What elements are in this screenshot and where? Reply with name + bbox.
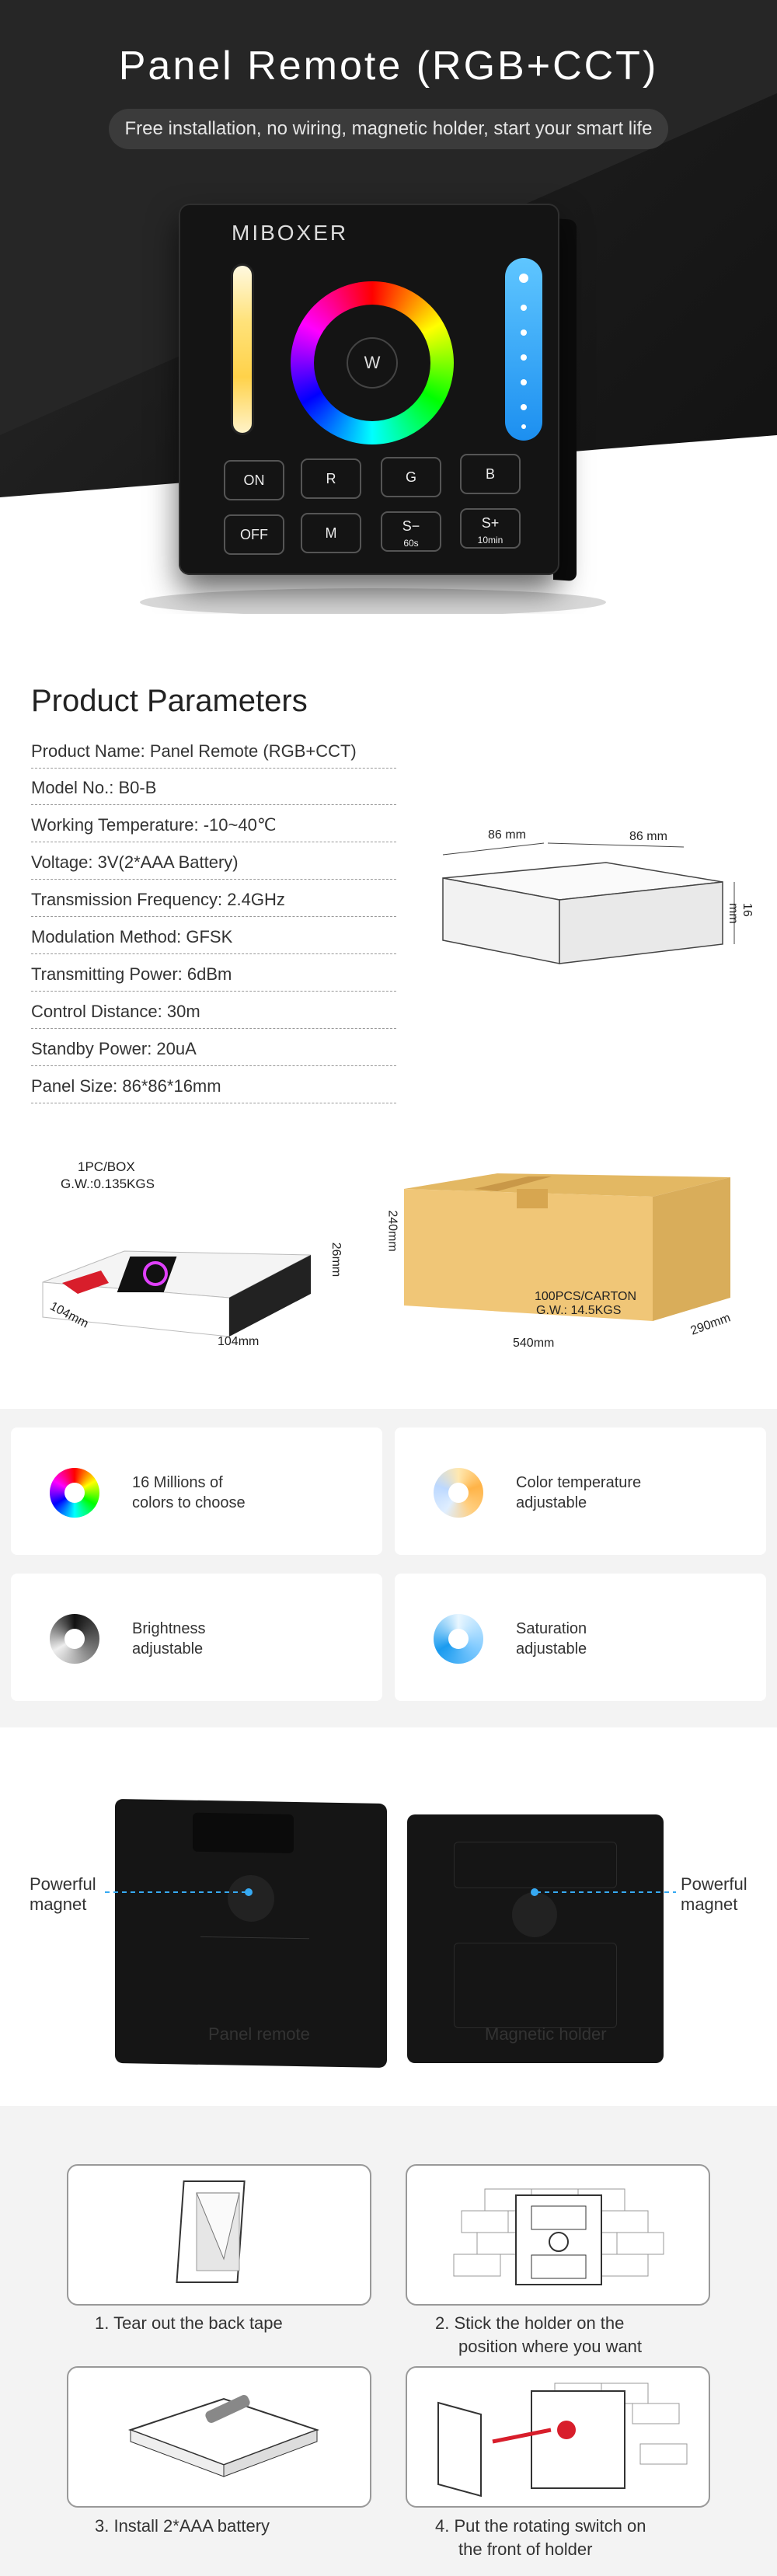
carton-weight: G.W.: 14.5KGS <box>536 1304 622 1317</box>
white-button: W <box>347 337 398 389</box>
feature-card-cct <box>395 1427 766 1555</box>
param-row: Transmission Frequency: 2.4GHz <box>31 883 396 917</box>
hero-banner <box>0 0 777 614</box>
install-step-4-text: 4. Put the rotating switch on the front of holder <box>435 2516 646 2559</box>
box-weight: G.W.:0.135KGS <box>61 1176 155 1191</box>
param-row: Panel Size: 86*86*16mm <box>31 1069 396 1103</box>
install-step-2-text: 2. Stick the holder on the position where you want <box>435 2313 643 2356</box>
brand-logo: MIBOXER <box>232 221 349 245</box>
page-title: Panel Remote (RGB+CCT) <box>118 44 659 89</box>
dimension-drawing <box>435 828 761 979</box>
panel-remote-image <box>179 204 577 584</box>
box-width: 104mm <box>218 1335 260 1348</box>
install-step-2-image <box>406 2164 710 2306</box>
feature-text: adjustable <box>516 1494 587 1511</box>
features-section <box>0 1409 777 1727</box>
r-key: R <box>301 458 361 499</box>
color-wheel-icon <box>50 1468 99 1518</box>
param-row: Control Distance: 30m <box>31 995 396 1029</box>
feature-text: adjustable <box>516 1640 587 1657</box>
gift-box-image <box>31 1208 334 1360</box>
brightness-slider <box>505 258 542 441</box>
panel-face <box>179 204 559 575</box>
feature-text: Color temperature <box>516 1474 642 1491</box>
height-dimension: 16 mm <box>726 903 754 924</box>
carton-height: 240mm <box>385 1210 399 1252</box>
caption-panel-remote: Panel remote <box>208 2024 310 2044</box>
box-depth: 104mm <box>47 1299 91 1331</box>
b-key: B <box>460 454 521 494</box>
carton-length: 540mm <box>513 1337 555 1350</box>
magnet-pointer-lines <box>0 1881 777 1904</box>
caption-magnetic-holder: Magnetic holder <box>485 2024 607 2044</box>
feature-card-colors <box>11 1427 382 1555</box>
carton-width: 290mm <box>688 1311 733 1338</box>
param-row: Transmitting Power: 6dBm <box>31 957 396 992</box>
on-key: ON <box>224 460 284 500</box>
magnet-note-left: Powerful magnet <box>30 1874 96 1914</box>
speed-down-key: S− 60s <box>381 511 441 552</box>
param-row: Working Temperature: -10~40℃ <box>31 808 396 842</box>
feature-text: Brightness <box>132 1620 206 1637</box>
m-key: M <box>301 513 361 553</box>
depth-dimension: 86 mm <box>629 830 667 843</box>
install-step-3-image <box>67 2366 371 2508</box>
width-dimension: 86 mm <box>488 828 526 842</box>
g-key: G <box>381 457 441 497</box>
off-key: OFF <box>224 514 284 555</box>
color-temperature-slider <box>233 266 252 433</box>
feature-card-saturation <box>395 1574 766 1701</box>
box-quantity: 1PC/BOX <box>78 1159 135 1174</box>
speed-up-key: S+ 10min <box>460 508 521 549</box>
feature-text: 16 Millions of <box>132 1474 223 1491</box>
param-row: Modulation Method: GFSK <box>31 920 396 954</box>
param-row: Product Name: Panel Remote (RGB+CCT) <box>31 734 396 769</box>
install-step-1-text: 1. Tear out the back tape <box>95 2313 283 2333</box>
feature-text: adjustable <box>132 1640 204 1657</box>
install-step-3-text: 3. Install 2*AAA battery <box>95 2516 270 2536</box>
param-row: Voltage: 3V(2*AAA Battery) <box>31 845 396 880</box>
color-wheel <box>291 281 454 444</box>
parameters-title: Product Parameters <box>31 684 308 718</box>
feature-card-brightness <box>11 1574 382 1701</box>
saturation-icon <box>434 1614 483 1664</box>
feature-text: Saturation <box>516 1620 587 1637</box>
color-temperature-icon <box>434 1468 483 1518</box>
box-height: 26mm <box>329 1242 343 1278</box>
brightness-icon <box>50 1614 99 1664</box>
param-row: Model No.: B0-B <box>31 771 396 805</box>
install-step-1-image <box>67 2164 371 2306</box>
magnet-note-right: Powerful magnet <box>681 1874 747 1914</box>
hero-subtitle: Free installation, no wiring, magnetic holder, start your smart life <box>109 109 668 149</box>
param-row: Standby Power: 20uA <box>31 1032 396 1066</box>
feature-text: colors to choose <box>132 1494 246 1511</box>
carton-quantity: 100PCS/CARTON <box>535 1290 637 1303</box>
install-step-4-image <box>406 2366 710 2508</box>
